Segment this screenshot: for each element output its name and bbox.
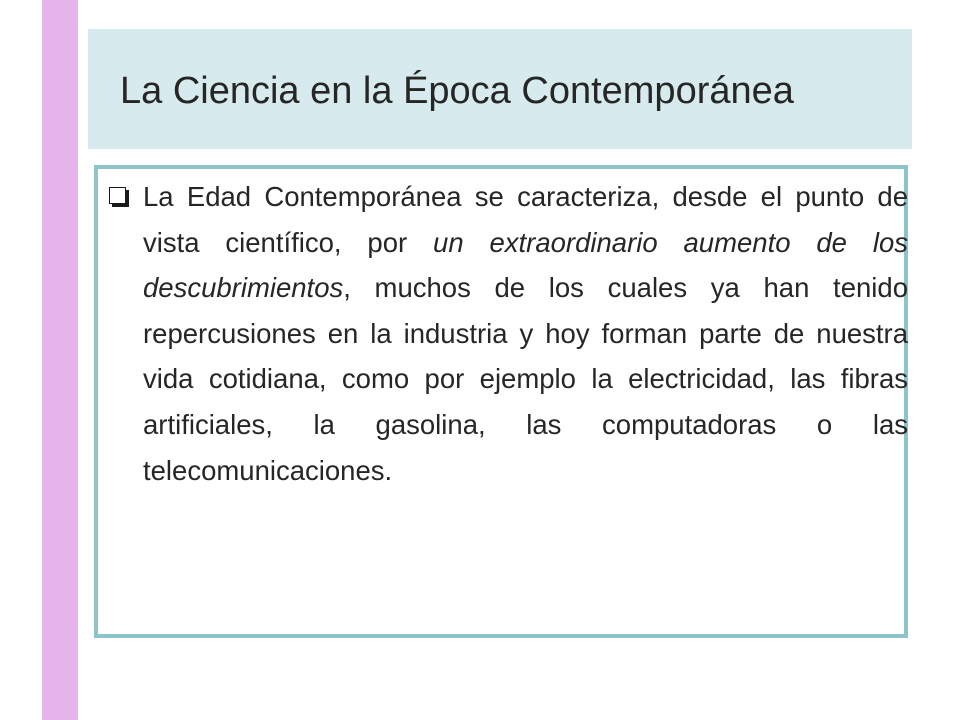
checkbox-bullet-icon [109,187,126,204]
bullet-text-before: La Edad Contemporánea se caracteriza, desde el punto de vista científico, por [143,181,908,258]
left-accent-bar [42,0,78,720]
slide-title: La Ciencia en la Época Contemporánea [120,70,794,112]
bullet-text-after: , muchos de los cuales ya han tenido repercusiones en la industria y hoy forman parte de nuestra vida cotidiana, como por ejemplo la electricidad, las fibras artificiales, la gasolina, las computadoras o las telecomunicaciones. [143,272,908,486]
bullet-text-italic: un extraordinario aumento de los descubrimientos [143,226,908,304]
bullet-paragraph [143,174,908,493]
